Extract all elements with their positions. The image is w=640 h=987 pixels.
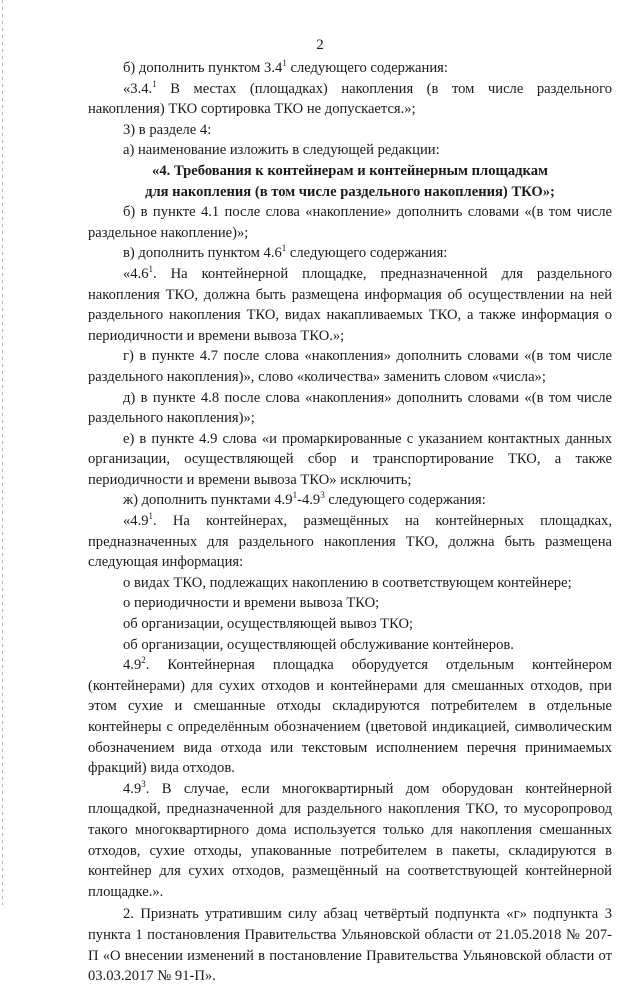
paragraph: об организации, осуществляющей обслуживание контейнеров. [123, 636, 514, 653]
paragraph: о видах ТКО, подлежащих накоплению в соответствующем контейнере; [123, 574, 572, 591]
page-number: 2 [316, 37, 324, 53]
paragraph: $4.9^2$. Контейнерная площадка оборудуется отдельным контейнером (контейнерами) для сухих отходов и контейнерами для смешанных отходов, при этом сухие и смешанные отходы складируются потребителем в отдельные контейнеры с определённым обозначением (цветовой индикацией, символическим обозначением вида отхода или текстовым исполнением перечня принимаемых фракций) вида отходов. [88, 655, 612, 777]
paragraph: «$4.9^1$. На контейнерах, размещённых на контейнерных площадках, предназначенных для раздельного накопления ТКО, должна быть размещена следующая информация: [88, 511, 612, 571]
paragraph: «4. Требования к контейнерам и контейнерным площадкам для накопления (в том числе раздельного накопления) ТКО»; [145, 162, 555, 200]
paragraph: а) наименование изложить в следующей редакции: [123, 142, 440, 159]
paragraph: 3) в разделе 4: [123, 121, 212, 138]
paragraph: е) в пункте 4.9 слова «и промаркированные с указанием контактных данных организации, осуществляющей сбор и транспортирование ТКО, а также периодичности и времени вывоза ТКО» исключить; [88, 430, 612, 488]
paragraph: б) дополнить пунктом $3.4^1$ следующего содержания: [123, 58, 448, 76]
scan-edge-line [2, 0, 3, 905]
paragraph: д) в пункте 4.8 после слова «накопления» дополнить словами «(в том числе раздельного накопления)»; [88, 389, 612, 427]
paragraph: ж) дополнить пунктами $4.9^1-4.9^3$ следующего содержания: [123, 490, 486, 509]
document-body [88, 58, 612, 987]
paragraph: в) дополнить пунктом $4.6^1$ следующего содержания: [123, 243, 448, 262]
paragraph: $4.9^3$. В случае, если многоквартирный дом оборудован контейнерной площадкой, предназначенной для раздельного накопления ТКО, то мусоропровод такого многоквартирного дома используется только для накопления смешанных отходов, сухие отходы, упакованные потребителем в пакеты, складируются в контейнер для сухих отходов, размещённый на соответствующей контейнерной площадке.». [88, 778, 612, 900]
paragraph: б) в пункте 4.1 после слова «накопление» дополнить словами «(в том числе раздельное накопление)»; [88, 204, 612, 241]
paragraph: о периодичности и времени вывоза ТКО; [123, 595, 380, 612]
paragraph: «3.4.$^1$ В местах (площадках) накопления (в том числе раздельного накопления) ТКО сортировка ТКО не допускается.»; [88, 78, 612, 118]
paragraph: об организации, осуществляющей вывоз ТКО; [123, 616, 414, 633]
paragraph: г) в пункте 4.7 после слова «накопления» дополнить словами «(в том числе раздельного накопления)», слово «количества» заменить словом «числа»; [88, 348, 612, 385]
paragraph: «$4.6^1$. На контейнерной площадке, предназначенной для раздельного накопления ТКО, должна быть размещена информация об осуществлении на ней раздельного накопления ТКО, видах накапливаемых ТКО, а также информация о периодичности и времени вывоза ТКО.»; [88, 263, 612, 344]
paragraph: 2. Признать утратившим силу абзац четвёртый подпункта «г» подпункта 3 пункта 1 постановления Правительства Ульяновской области от 21.05.2018 № 207-П «О внесении изменений в постановление Правительства Ульяновской области от 03.03.2017 № 91-П». [88, 906, 612, 985]
